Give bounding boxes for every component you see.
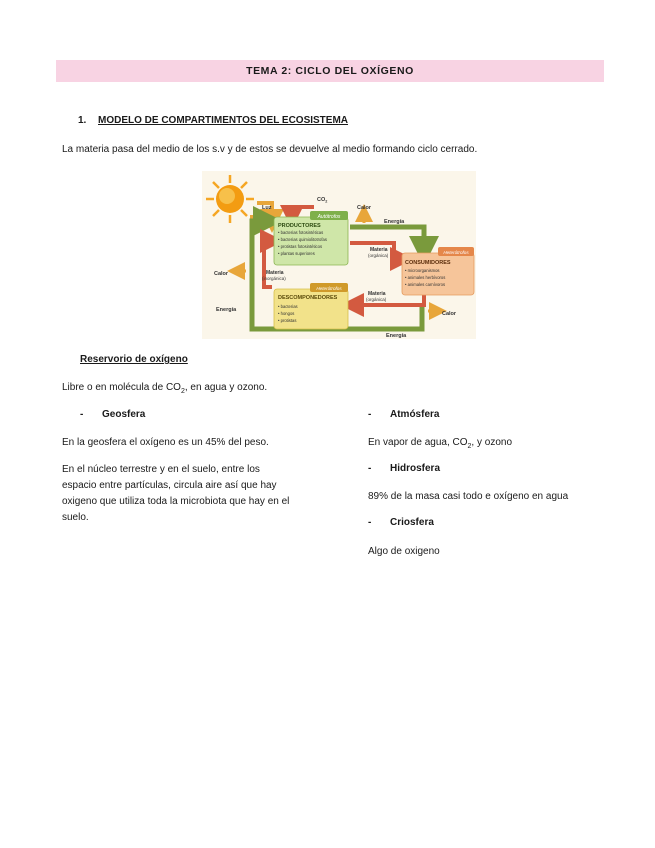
energia-bottom-label: Energía [386,333,407,339]
geosfera-paragraph-2: En el núcleo terrestre y en el suelo, entre los espacio entre partículas, circula aire así que hay oxigeno que utiliza toda la microbiota que hay en el suelo. [62,464,290,523]
productores-item: • plantas superiores [278,251,315,256]
materia-organica-sub: (orgánica) [368,253,389,258]
page-title-band [56,60,604,82]
materia-organica2-label: Materia [368,291,386,297]
energia-left-label: Energía [216,307,237,313]
heterotrofos-label-1: Heterótrofos [443,250,469,255]
hidrosfera-heading: - Hidrosfera [368,463,441,474]
materia-organica-label: Materia [370,247,388,253]
sun-icon [206,175,254,223]
luz-label: Luz [262,205,272,211]
autotrofos-label: Autótrofos [317,214,341,220]
descomponedores-item: • bacterias [278,304,298,309]
consumidores-item: • animales herbívoros [405,275,446,280]
section-number: 1. [78,115,87,126]
descomponedores-item: • hongos [278,311,295,316]
energia-top-label: Energía [384,219,405,225]
materia-inorganica-label: Materia [266,270,284,276]
section-title: MODELO DE COMPARTIMENTOS DEL ECOSISTEMA [98,115,349,126]
descomponedores-label: DESCOMPONEDORES [278,295,338,301]
reservoir-heading: Reservorio de oxígeno [80,354,188,365]
heterotrofos-label-2: Heterótrofos [316,286,342,291]
section-intro: La materia pasa del medio de los s.v y de estos se devuelve al medio formando ciclo cerrado. [62,144,478,155]
consumidores-item: • microorganismos [405,268,440,273]
descomponedores-item: • protistas [278,318,297,323]
materia-organica2-sub: (orgánica) [366,297,387,302]
productores-item: • bacterias quimiolitotrofas [278,237,327,242]
calor-top-label: Calor [357,205,372,211]
criosfera-heading: - Criosfera [368,517,434,528]
criosfera-paragraph: Algo de oxigeno [368,546,440,557]
calor-left-label: Calor [214,271,229,277]
hidrosfera-paragraph: 89% de la masa casi todo e oxígeno en agua [368,491,569,502]
page-title: TEMA 2: CICLO DEL OXÍGENO [246,65,414,77]
ecosystem-diagram [202,171,476,339]
geosfera-heading: - Geosfera [80,409,146,420]
reservoir-intro: Libre o en molécula de $CO_2$, en agua y ozono. [62,382,268,395]
consumidores-item: • animales carnívoros [405,282,446,287]
section-heading [78,115,348,126]
productores-label: PRODUCTORES [278,223,321,229]
calor-right-label: Calor [442,311,457,317]
atmosfera-paragraph: En vapor de agua, $CO_2$, y ozono [368,437,513,450]
productores-item: • protistas fotosintéticos [278,244,323,249]
consumidores-label: CONSUMIDORES [405,260,451,266]
productores-item: • bacterias fotosintéticas [278,230,324,235]
atmosfera-heading: - Atmósfera [368,409,440,420]
materia-inorganica-sub: (inorgánica) [262,276,286,281]
co2-label: $CO_2$ [317,197,328,204]
geosfera-paragraph-1: En la geosfera el oxígeno es un 45% del peso. [62,437,269,448]
